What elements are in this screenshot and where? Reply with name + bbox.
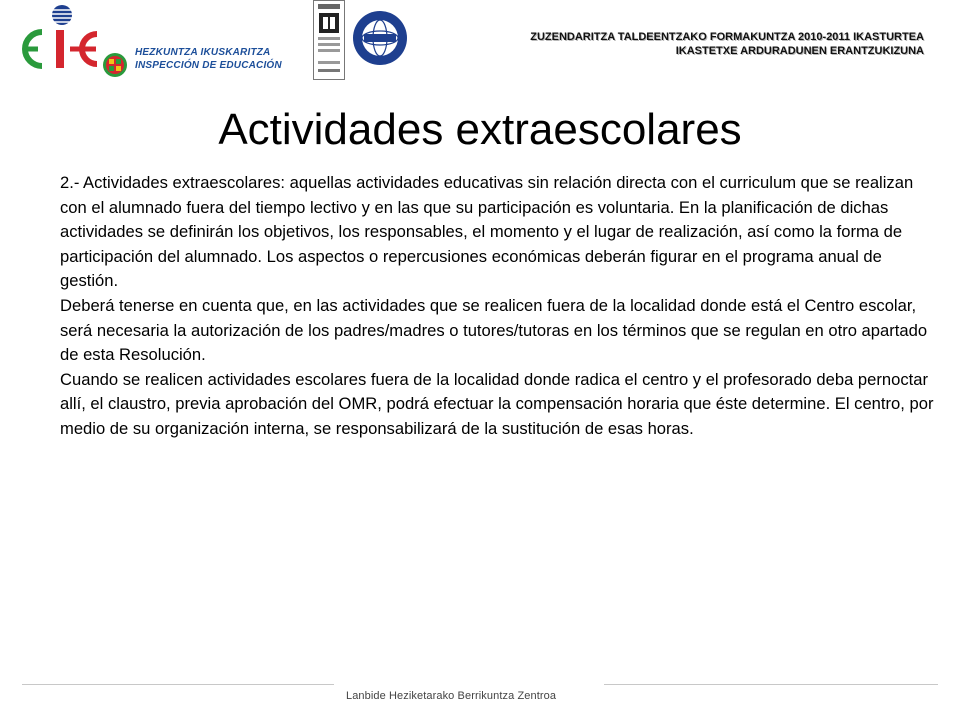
iqnet-certificate-logo <box>352 10 408 66</box>
footer-text: Lanbide Heziketarako Berrikuntza Zentroa <box>346 690 557 702</box>
course-title: ZUZENDARITZA TALDEENTZAKO FORMAKUNTZA 2010-2011 IKASTURTEA <box>530 31 924 43</box>
footer-divider-left <box>22 684 334 685</box>
paragraph-compensation: Cuando se realicen actividades escolares fuera de la localidad donde radica el centro y el profesorado deba pernoctar allí, el claustro, previa aprobación del OMR, podrá efectuar la compensación horaria que éste determine. El centro, por medio de su organización interna, se responsabilizará de la sustitución de esas horas. <box>60 369 934 438</box>
course-subtitle: IKASTETXE ARDURADUNEN ERANTZUKIZUNA <box>675 45 924 57</box>
org-line-1: HEZKUNTZA IKUSKARITZA <box>135 47 271 58</box>
org-name <box>135 46 282 72</box>
basque-shield-icon <box>102 52 128 78</box>
org-line-2: INSPECCIÓN DE EDUCACIÓN <box>135 60 282 71</box>
slide-title: Actividades extraescolares <box>218 105 742 154</box>
aenor-certificate-logo <box>313 0 345 80</box>
slide-body <box>60 171 940 442</box>
paragraph-definition: 2.- Actividades extraescolares: aquellas actividades educativas sin relación directa con el curriculum que se realizan con el alumnado fuera del tiempo lectivo y en las que su participación es voluntaria. En la planificación de dichas actividades se definirán los objetivos, los responsables, el momento y el lugar de realización, así como la forma de participación del alumnado. Los aspectos o repercusiones económicas deberán figurar en el programa anual de gestión. <box>60 173 914 291</box>
paragraph-authorization: Deberá tenerse en cuenta que, en las actividades que se realicen fuera de la localidad donde está el Centro escolar, será necesaria la autorización de los padres/madres o tutores/tutoras en los términos que se regulan en otro apartado de esta Resolución. <box>60 295 928 365</box>
footer-divider-right <box>604 684 938 685</box>
ihe-logo <box>22 4 104 76</box>
course-header <box>530 30 924 58</box>
